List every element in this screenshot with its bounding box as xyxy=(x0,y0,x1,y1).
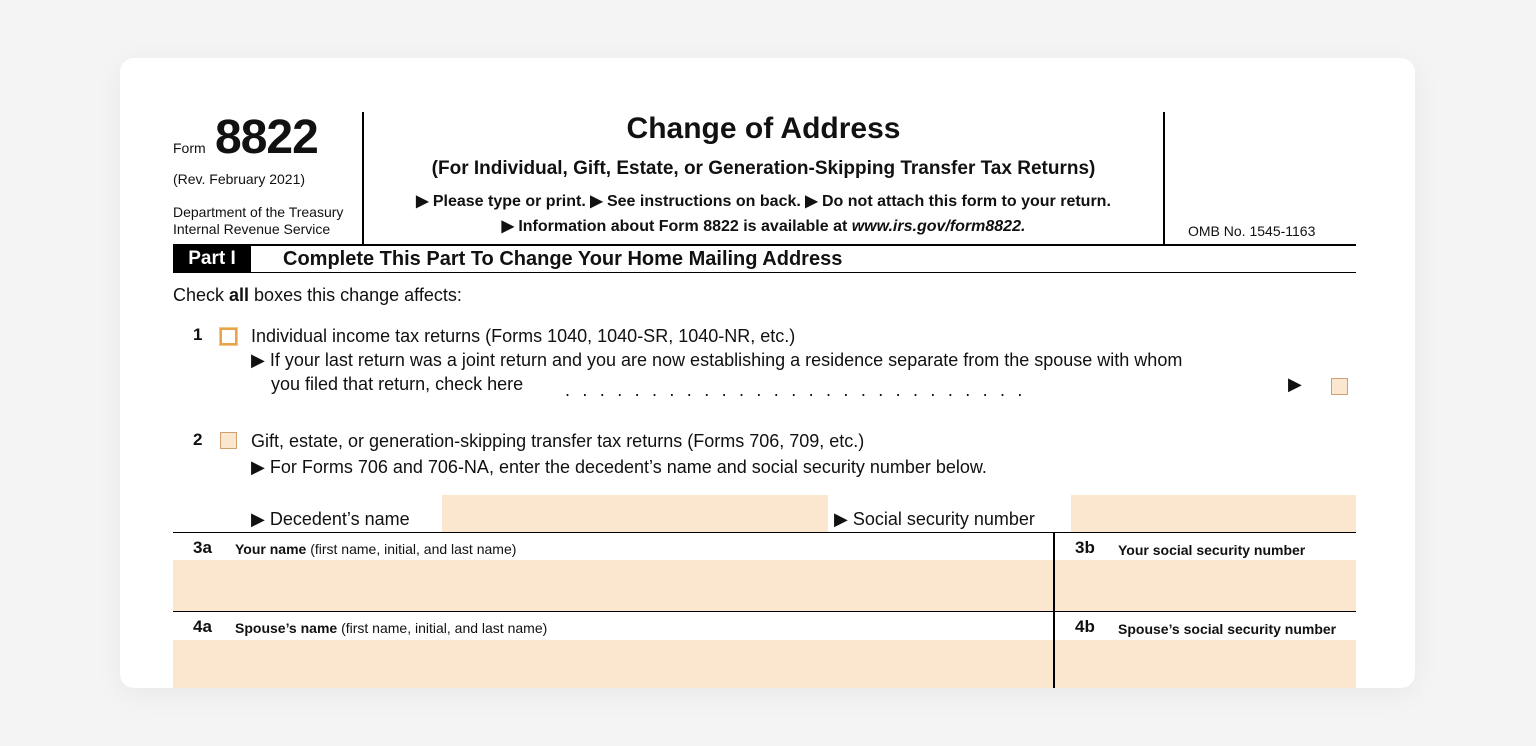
line-4b-label: Spouse’s social security number xyxy=(1118,621,1337,637)
check-all-instruction xyxy=(173,285,462,306)
form-8822 xyxy=(173,58,1356,688)
form-header xyxy=(173,112,1356,244)
divider xyxy=(173,611,1356,612)
revision-date: (Rev. February 2021) xyxy=(173,171,306,187)
line-1-checkbox[interactable] xyxy=(220,328,237,345)
spouse-ssn-input[interactable] xyxy=(1055,640,1356,688)
column-divider xyxy=(1053,532,1055,688)
check-prefix: Check xyxy=(173,285,230,305)
form-card xyxy=(120,58,1415,688)
line-3b-label: Your social security number xyxy=(1118,542,1306,558)
line-2-checkbox[interactable] xyxy=(220,432,237,449)
joint-return-checkbox[interactable] xyxy=(1331,378,1348,395)
line-3a-label-rest: (first name, initial, and last name) xyxy=(306,541,517,557)
line-4b-number: 4b xyxy=(1075,617,1095,636)
omb-number: OMB No. 1545-1163 xyxy=(1188,223,1316,239)
title-block xyxy=(364,112,1165,244)
line-1-number: 1 xyxy=(193,325,203,344)
part-1-bar xyxy=(173,244,1356,273)
line-1-joint-text: ▶ If your last return was a joint return and you are now establishing a residence separate from the spouse with whom xyxy=(251,350,1183,370)
check-bold: all xyxy=(229,285,250,305)
leader-dots: ........................... xyxy=(565,380,1035,400)
line-4a-label-rest: (first name, initial, and last name) xyxy=(337,620,548,636)
department-line-2: Internal Revenue Service xyxy=(173,221,331,237)
department-line-1: Department of the Treasury xyxy=(173,204,344,220)
line-3a-label-bold: Your name xyxy=(235,541,307,557)
line-3a-label xyxy=(235,541,516,557)
spouse-name-input[interactable] xyxy=(173,640,1053,688)
line-1-text: Individual income tax returns (Forms 1040, 1040-SR, 1040-NR, etc.) xyxy=(251,326,796,346)
your-ssn-input[interactable] xyxy=(1055,560,1356,611)
line-4a-label xyxy=(235,620,547,636)
instructions: ▶ Please type or print. ▶ See instructions on back. ▶ Do not attach this form to your return. xyxy=(416,193,1111,210)
info-line xyxy=(364,216,1163,236)
decedent-name-label: ▶ Decedent’s name xyxy=(251,509,410,529)
form-number: 8822 xyxy=(215,111,318,164)
line-1-arrow: ▶ xyxy=(1288,374,1302,394)
line-3a-number: 3a xyxy=(193,538,212,557)
form-title: Change of Address xyxy=(626,112,901,145)
decedent-ssn-input[interactable] xyxy=(1071,495,1356,532)
decedent-ssn-label: ▶ Social security number xyxy=(834,509,1035,529)
line-2-sub-text: ▶ For Forms 706 and 706-NA, enter the decedent’s name and social security number below. xyxy=(251,457,987,477)
irs-link[interactable]: www.irs.gov/form8822. xyxy=(851,218,1026,235)
info-prefix: ▶ Information about Form 8822 is available at xyxy=(501,218,852,235)
form-word: Form xyxy=(173,140,206,156)
part-1-label: Part I xyxy=(173,246,251,272)
line-1-joint-text-2: you filed that return, check here xyxy=(271,374,524,394)
line-4a-number: 4a xyxy=(193,617,212,636)
department xyxy=(173,204,362,238)
divider xyxy=(173,532,1356,533)
form-subtitle: (For Individual, Gift, Estate, or Generation-Skipping Transfer Tax Returns) xyxy=(431,158,1096,179)
check-suffix: boxes this change affects: xyxy=(249,285,462,305)
your-name-input[interactable] xyxy=(173,560,1053,611)
form-id-block xyxy=(173,112,364,244)
line-2-text: Gift, estate, or generation-skipping transfer tax returns (Forms 706, 709, etc.) xyxy=(251,431,865,451)
line-4a-label-bold: Spouse’s name xyxy=(235,620,338,636)
line-3b-number: 3b xyxy=(1075,538,1095,557)
line-2-number: 2 xyxy=(193,430,203,449)
part-1-title: Complete This Part To Change Your Home Mailing Address xyxy=(283,248,843,270)
decedent-name-input[interactable] xyxy=(442,495,828,532)
